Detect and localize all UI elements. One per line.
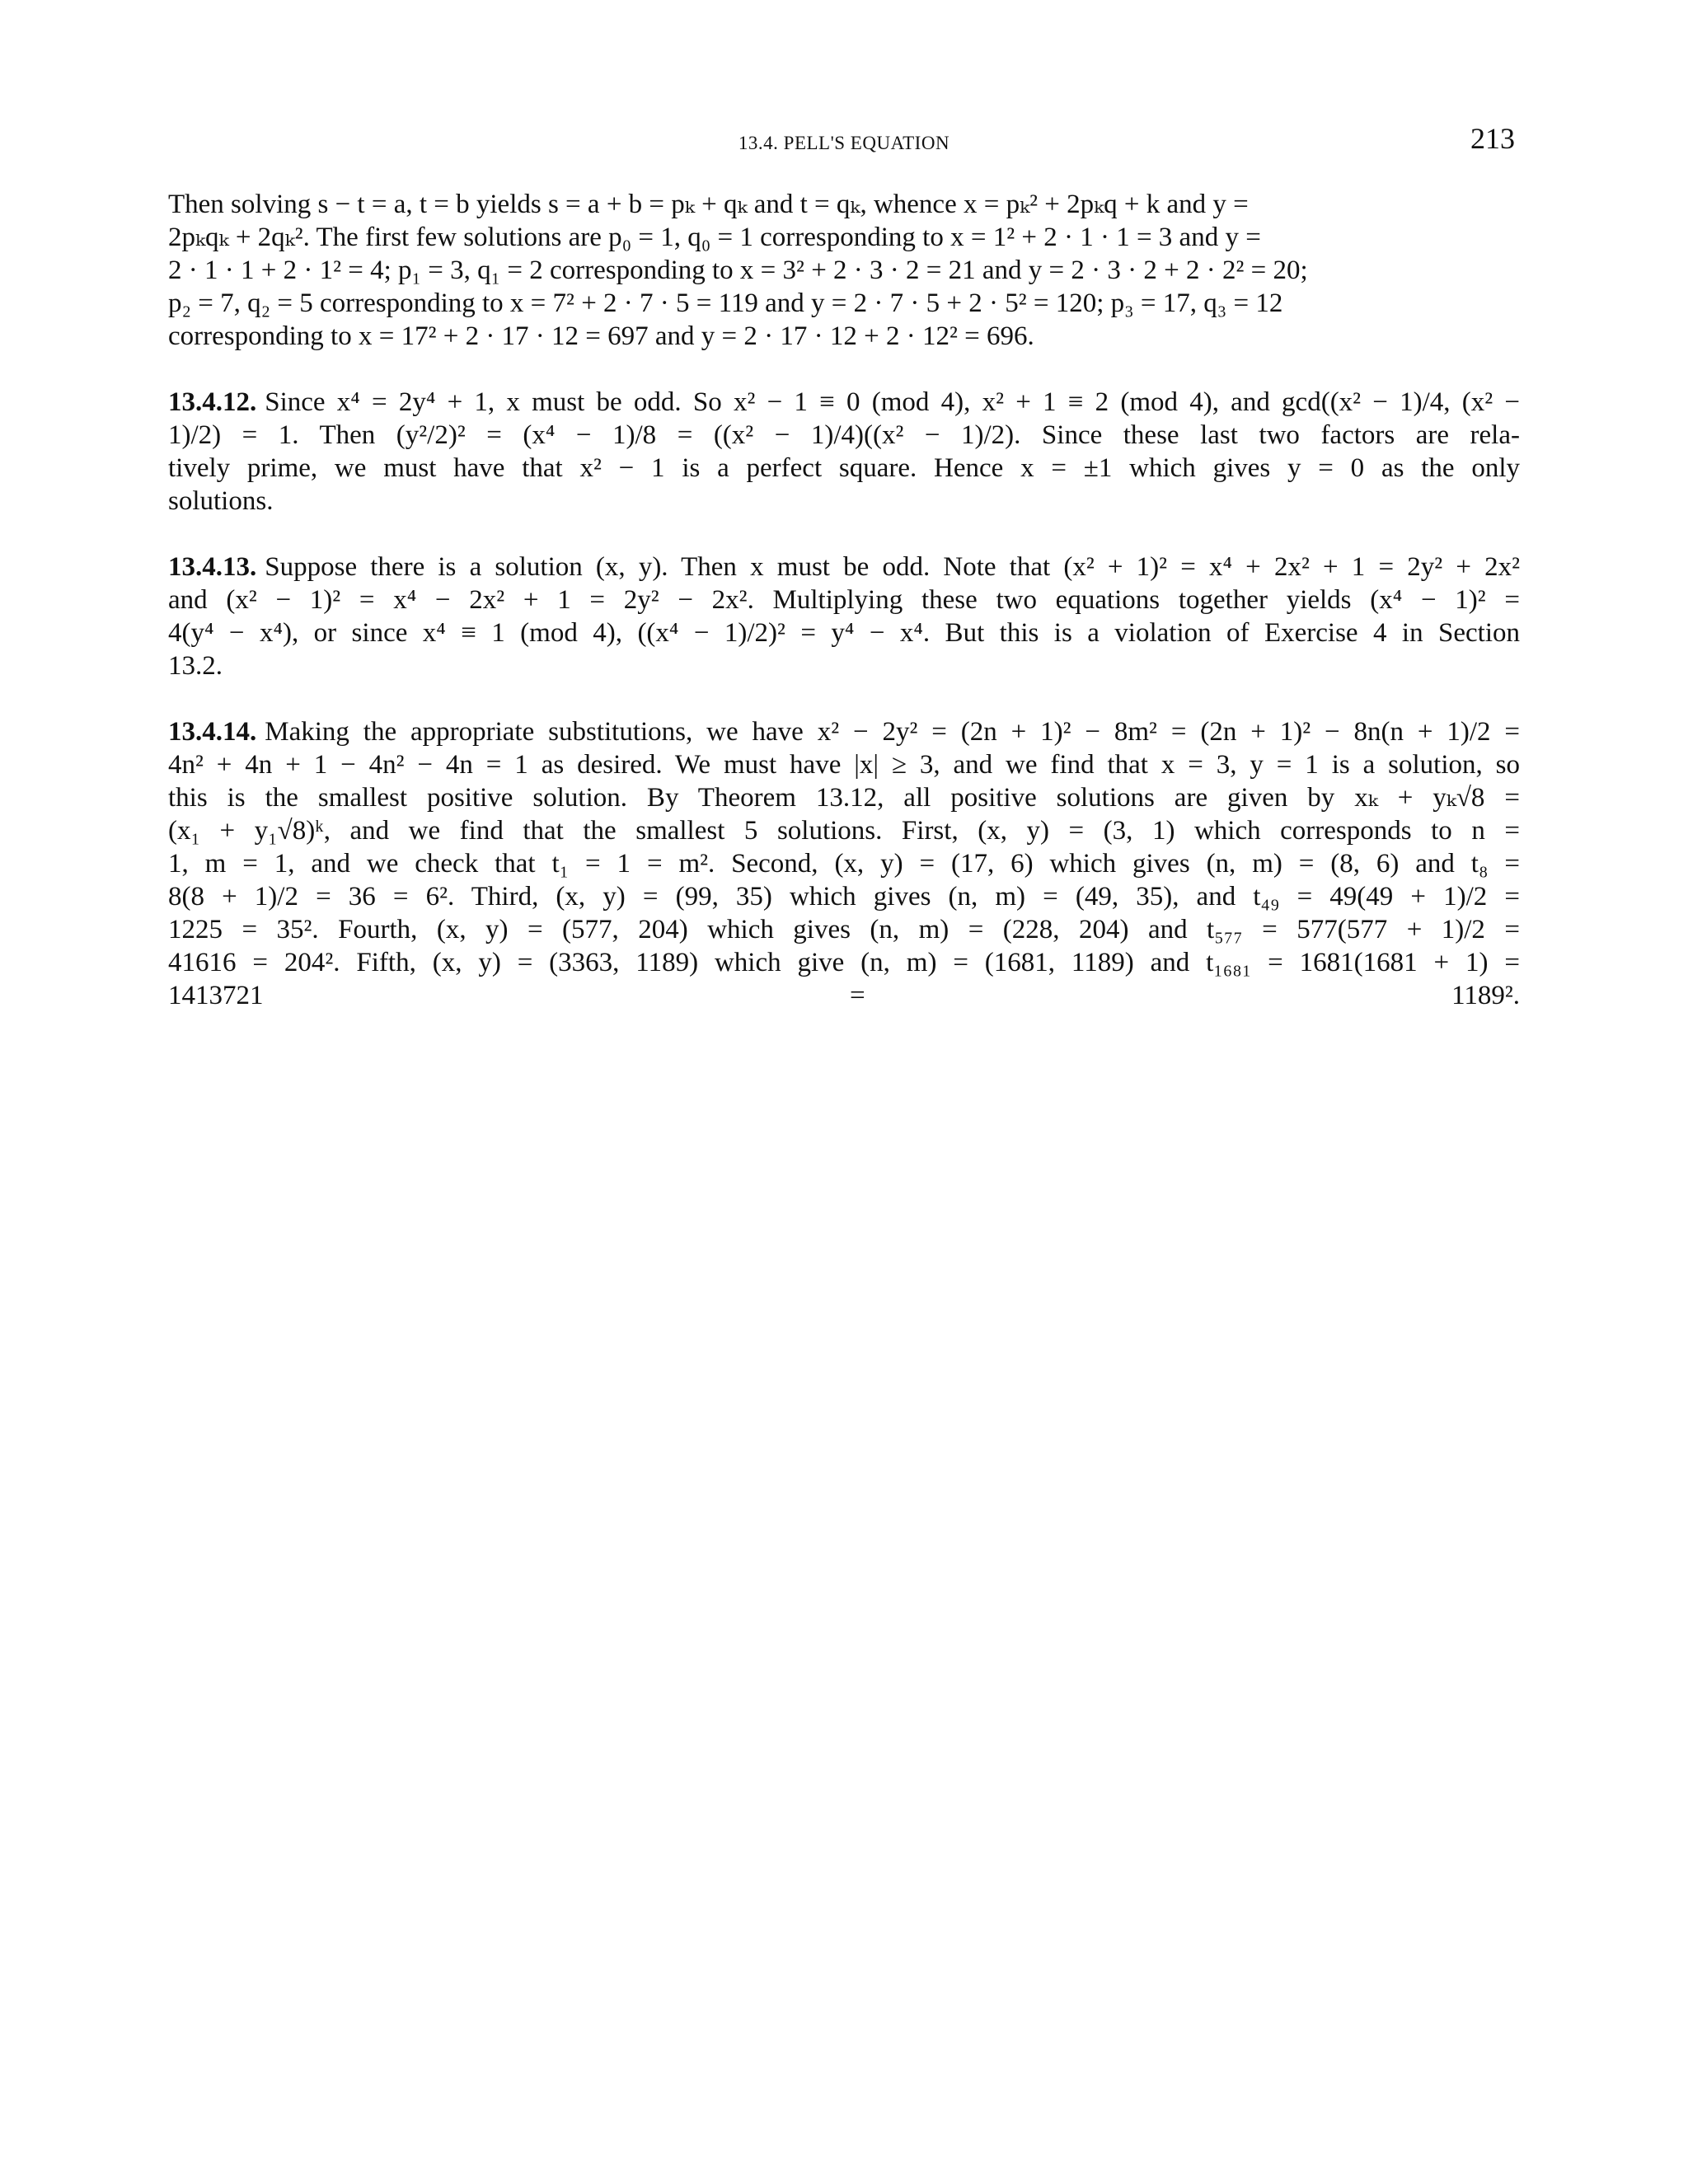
running-title: 13.4. PELL'S EQUATION (738, 133, 950, 153)
text-line: 8(8 + 1)/2 = 36 = 6². Third, (x, y) = (99, 35) which gives (n, m) = (49, 35), and t₄₉ = 49(49 + 1)/2 = (168, 882, 1520, 912)
text-line: 1225 = 35². Fourth, (x, y) = (577, 204) which gives (n, m) = (228, 204) and t₅₇₇ = 577(577 + 1)/2 = (168, 915, 1520, 944)
text-line-first (168, 551, 1520, 583)
text-line: Then solving s − t = a, t = b yields s = a + b = pₖ + qₖ and t = qₖ, whence x = pₖ² + 2pₖq + k and y = (168, 190, 1249, 219)
solution-13-4-14 (168, 715, 1520, 1012)
text-line: 4(y⁴ − x⁴), or since x⁴ ≡ 1 (mod 4), ((x⁴ − 1)/2)² = y⁴ − x⁴. But this is a violation of Exercise 4 in Section (168, 618, 1520, 648)
solution-label: 13.4.13. (168, 552, 257, 582)
page-number: 213 (1470, 122, 1515, 155)
text-line: Since x⁴ = 2y⁴ + 1, x must be odd. So x² − 1 ≡ 0 (mod 4), x² + 1 ≡ 2 (mod 4), and gcd((x² − 1)/4, (x² − (265, 387, 1520, 417)
text-line-first (168, 715, 1520, 748)
body-text (168, 188, 1520, 1045)
text-line: this is the smallest positive solution. By Theorem 13.12, all positive solutions are given by xₖ + yₖ√8 = (168, 783, 1520, 813)
text-line: Suppose there is a solution (x, y). Then x must be odd. Note that (x² + 1)² = x⁴ + 2x² + 1 = 2y² + 2x² (265, 552, 1520, 582)
solution-13-4-12 (168, 386, 1520, 518)
paragraph-continuation (168, 188, 1520, 353)
text-line-first (168, 386, 1520, 419)
text-line: p₂ = 7, q₂ = 5 corresponding to x = 7² + 2 · 7 · 5 = 119 and y = 2 · 7 · 5 + 2 · 5² = 120; p₃ = 17, q₃ = 12 (168, 288, 1283, 318)
text-line: 2 · 1 · 1 + 2 · 1² = 4; p₁ = 3, q₁ = 2 corresponding to x = 3² + 2 · 3 · 2 = 21 and y = 2 · 3 · 2 + 2 · 2² = 20; (168, 255, 1308, 285)
text-line: 41616 = 204². Fifth, (x, y) = (3363, 1189) which give (n, m) = (1681, 1189) and t₁₆₈₁ = 1681(1681 + 1) = (168, 948, 1520, 977)
text-line: solutions. (168, 486, 274, 516)
text-line: corresponding to x = 17² + 2 · 17 · 12 = 697 and y = 2 · 17 · 12 + 2 · 12² = 696. (168, 321, 1034, 351)
text-line: 2pₖqₖ + 2qₖ². The first few solutions are p₀ = 1, q₀ = 1 corresponding to x = 1² + 2 · 1 · 1 = 3 and y = (168, 223, 1261, 252)
text-line: (x₁ + y₁√8)ᵏ, and we find that the smallest 5 solutions. First, (x, y) = (3, 1) which corresponds to n = (168, 816, 1520, 846)
text-line: 4n² + 4n + 1 − 4n² − 4n = 1 as desired. We must have |x| ≥ 3, and we find that x = 3, y = 1 is a solution, so (168, 750, 1520, 780)
text-line: tively prime, we must have that x² − 1 is a perfect square. Hence x = ±1 which gives y = 0 as the only (168, 453, 1520, 483)
text-line: 1413721 = 1189². (168, 981, 1520, 1010)
text-line: and (x² − 1)² = x⁴ − 2x² + 1 = 2y² − 2x². Multiplying these two equations together yields (x⁴ − 1)² = (168, 585, 1520, 615)
text-line: 13.2. (168, 651, 223, 681)
solution-label: 13.4.14. (168, 717, 257, 747)
running-head (165, 122, 1523, 161)
solution-label: 13.4.12. (168, 387, 257, 417)
text-line: 1, m = 1, and we check that t₁ = 1 = m². Second, (x, y) = (17, 6) which gives (n, m) = (8, 6) and t₈ = (168, 849, 1520, 879)
text-line: Making the appropriate substitutions, we have x² − 2y² = (2n + 1)² − 8m² = (2n + 1)² − 8n(n + 1)/2 = (265, 717, 1520, 747)
solution-13-4-13 (168, 551, 1520, 682)
text-line: 1)/2) = 1. Then (y²/2)² = (x⁴ − 1)/8 = ((x² − 1)/4)((x² − 1)/2). Since these last two factors are rela- (168, 420, 1520, 450)
